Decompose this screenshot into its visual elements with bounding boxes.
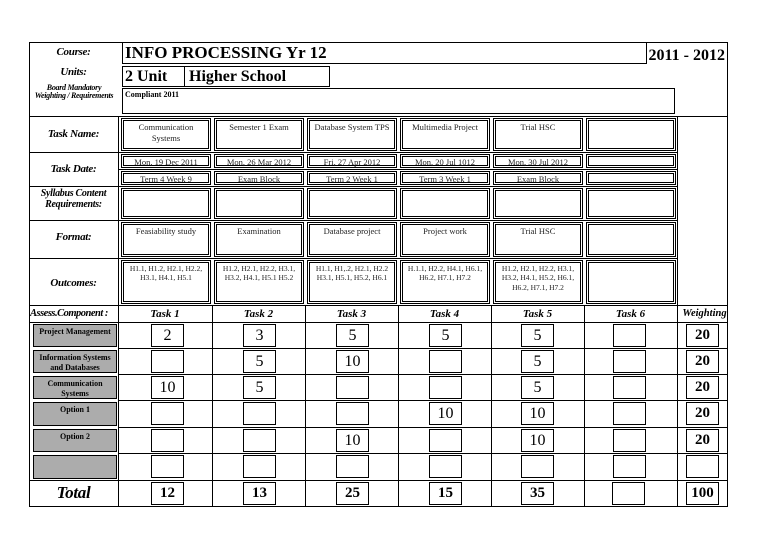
value-opt2-task-5[interactable]: 10 <box>521 429 554 452</box>
task-5-timing: Exam Block <box>493 171 583 185</box>
value-opt1-task-4[interactable]: 10 <box>429 402 462 425</box>
value-pm-task-6[interactable] <box>613 324 646 347</box>
divider <box>118 374 728 375</box>
task-1-syllabus <box>121 188 211 219</box>
component-blank <box>33 455 117 479</box>
task-4-format: Project work <box>400 222 490 257</box>
value-isd-task-6[interactable] <box>613 350 646 373</box>
task-6-header: Task 6 <box>615 308 646 320</box>
value-pm-task-1[interactable]: 2 <box>151 324 184 347</box>
syllabus-label: Syllabus Content Requirements: <box>40 188 107 210</box>
task-date-label: Task Date: <box>50 163 97 175</box>
task-3-outcomes: H1.1, H1,.2, H2.1, H2.2 H3.1, H5.1, H5.2, H6.1 <box>307 260 397 304</box>
divider <box>29 186 677 187</box>
units-field: 2 Unit <box>122 66 185 87</box>
component-option-2: Option 2 <box>33 429 117 452</box>
task-6-name <box>586 118 676 151</box>
value-blank-task-3[interactable] <box>336 455 369 478</box>
value-isd-task-1[interactable] <box>151 350 184 373</box>
value-cs-task-3[interactable] <box>336 376 369 399</box>
task-2-syllabus <box>214 188 304 219</box>
total-task-2: 13 <box>243 482 276 505</box>
value-opt2-task-2[interactable] <box>243 429 276 452</box>
value-isd-task-3[interactable]: 10 <box>336 350 369 373</box>
component-option-1: Option 1 <box>33 402 117 426</box>
value-pm-task-5[interactable]: 5 <box>521 324 554 347</box>
total-task-4: 15 <box>429 482 462 505</box>
weighting-blank[interactable] <box>686 455 719 478</box>
task-5-name: Trial HSC <box>493 118 583 151</box>
divider <box>584 305 585 507</box>
task-6-syllabus <box>586 188 676 219</box>
assess-component-header: Assess.Component : <box>30 308 108 319</box>
value-cs-task-6[interactable] <box>613 376 646 399</box>
task-5-syllabus <box>493 188 583 219</box>
divider <box>118 400 728 401</box>
divider <box>212 305 213 507</box>
academic-year: 2011 - 2012 <box>648 47 725 64</box>
task-3-header: Task 3 <box>336 308 367 320</box>
component-communication-systems: Communication Systems <box>33 376 117 399</box>
task-4-header: Task 4 <box>429 308 460 320</box>
units-label: Units: <box>60 66 87 78</box>
weighting-cs[interactable]: 20 <box>686 376 719 399</box>
task-1-name: Communication Systems <box>121 118 211 151</box>
task-1-outcomes: H1.1, H1.2, H2.1, H2.2, H3.1, H4.1, H5.1 <box>121 260 211 304</box>
task-4-timing: Term 3 Week 1 <box>400 171 490 185</box>
divider <box>29 116 728 117</box>
task-6-date <box>586 154 676 168</box>
total-task-1: 12 <box>151 482 184 505</box>
value-blank-task-4[interactable] <box>429 455 462 478</box>
board-requirements-field <box>122 88 675 114</box>
divider <box>305 305 306 507</box>
value-opt2-task-4[interactable] <box>429 429 462 452</box>
value-opt2-task-3[interactable]: 10 <box>336 429 369 452</box>
value-blank-task-1[interactable] <box>151 455 184 478</box>
value-blank-task-6[interactable] <box>613 455 646 478</box>
course-value: INFO PROCESSING Yr 12 <box>125 43 327 62</box>
value-pm-task-2[interactable]: 3 <box>243 324 276 347</box>
format-label: Format: <box>55 231 92 243</box>
task-1-date: Mon, 19 Dec 2011 <box>121 154 211 168</box>
task-1-format: Feasiability study <box>121 222 211 257</box>
value-cs-task-2[interactable]: 5 <box>243 376 276 399</box>
task-6-outcomes <box>586 260 676 304</box>
task-3-date: Fri, 27 Apr 2012 <box>307 154 397 168</box>
value-cs-task-4[interactable] <box>429 376 462 399</box>
task-5-format: Trial HSC <box>493 222 583 257</box>
task-3-timing: Term 2 Week 1 <box>307 171 397 185</box>
task-6-timing <box>586 171 676 185</box>
weighting-opt2[interactable]: 20 <box>686 429 719 452</box>
school-field: Higher School <box>184 66 330 87</box>
task-2-header: Task 2 <box>243 308 274 320</box>
task-3-name: Database System TPS <box>307 118 397 151</box>
task-4-syllabus <box>400 188 490 219</box>
weighting-isd[interactable]: 20 <box>686 350 719 373</box>
value-cs-task-5[interactable]: 5 <box>521 376 554 399</box>
value-opt1-task-1[interactable] <box>151 402 184 425</box>
weighting-header: Weighting <box>682 308 727 319</box>
weighting-pm[interactable]: 20 <box>686 324 719 347</box>
task-5-outcomes: H1.2, H2.1, H2.2, H3.1, H3.2, H4.1, H5.2, H6.1, H6.2, H7.1, H7.2 <box>493 260 583 304</box>
divider <box>491 305 492 507</box>
divider <box>29 322 728 323</box>
value-isd-task-2[interactable]: 5 <box>243 350 276 373</box>
task-2-timing: Exam Block <box>214 171 304 185</box>
task-4-name: Multimedia Project <box>400 118 490 151</box>
task-2-format: Examination <box>214 222 304 257</box>
value-opt1-task-6[interactable] <box>613 402 646 425</box>
divider <box>398 305 399 507</box>
divider <box>29 152 677 153</box>
task-2-outcomes: H1.2, H2.1, H2.2, H3.1, H3.2, H4.1, H5.1 H5.2 <box>214 260 304 304</box>
divider <box>118 169 677 170</box>
outcomes-label: Outcomes: <box>50 277 97 289</box>
divider <box>29 305 728 306</box>
course-field <box>122 43 647 64</box>
component-project-management: Project Management <box>33 324 117 347</box>
board-requirements-value: Compliant 2011 <box>125 90 180 99</box>
value-isd-task-4[interactable] <box>429 350 462 373</box>
divider <box>118 453 728 454</box>
value-cs-task-1[interactable]: 10 <box>151 376 184 399</box>
value-opt1-task-3[interactable] <box>336 402 369 425</box>
divider <box>29 258 677 259</box>
value-opt2-task-1[interactable] <box>151 429 184 452</box>
value-blank-task-5[interactable] <box>521 455 554 478</box>
task-4-date: Mon, 20 Jul 1012 <box>400 154 490 168</box>
task-6-format <box>586 222 676 257</box>
divider <box>118 427 728 428</box>
total-label: Total <box>56 483 91 502</box>
value-pm-task-3[interactable]: 5 <box>336 324 369 347</box>
total-task-6 <box>612 482 645 505</box>
divider <box>29 480 728 481</box>
task-4-outcomes: H.1.1, H2.2, H4.1, H6.1, H6.2, H7.1, H7.2 <box>400 260 490 304</box>
task-3-syllabus <box>307 188 397 219</box>
total-weighting: 100 <box>686 482 719 505</box>
value-opt1-task-5[interactable]: 10 <box>521 402 554 425</box>
value-blank-task-2[interactable] <box>243 455 276 478</box>
task-1-timing: Term 4 Week 9 <box>121 171 211 185</box>
component-information-systems: Information Systems and Databases <box>33 350 117 373</box>
total-task-3: 25 <box>336 482 369 505</box>
task-3-format: Database project <box>307 222 397 257</box>
divider <box>118 348 728 349</box>
task-name-label: Task Name: <box>47 128 100 140</box>
value-opt1-task-2[interactable] <box>243 402 276 425</box>
task-2-date: Mon, 26 Mar 2012 <box>214 154 304 168</box>
total-task-5: 35 <box>521 482 554 505</box>
task-1-header: Task 1 <box>150 308 180 320</box>
value-isd-task-5[interactable]: 5 <box>521 350 554 373</box>
task-5-header: Task 5 <box>522 308 553 320</box>
weighting-opt1[interactable]: 20 <box>686 402 719 425</box>
board-mandatory-label: Board Mandatory Weighting / Requirements <box>34 83 114 101</box>
course-label: Course: <box>56 46 91 58</box>
task-2-name: Semester 1 Exam <box>214 118 304 151</box>
task-5-date: Mon, 30 Jul 2012 <box>493 154 583 168</box>
value-opt2-task-6[interactable] <box>613 429 646 452</box>
value-pm-task-4[interactable]: 5 <box>429 324 462 347</box>
divider <box>29 220 677 221</box>
